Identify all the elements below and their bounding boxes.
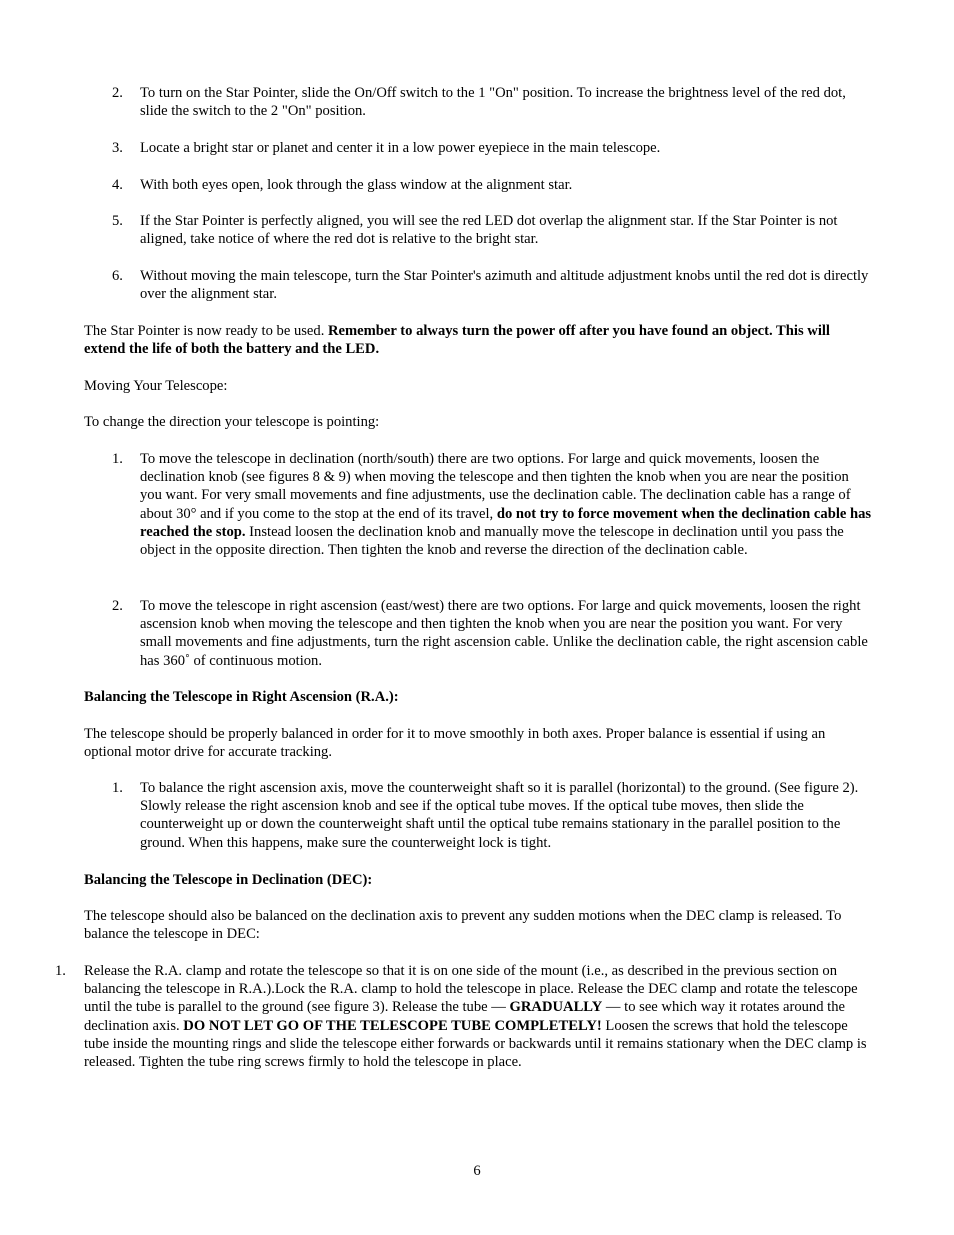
list-item-declination [112,450,874,559]
list-item-dec-balance [55,962,874,1071]
list-item-check-alignment [112,212,874,248]
list-number: 2. [112,598,123,614]
list-item-star-pointer-switch [112,84,874,120]
dec-step-text-2: — to see which way it rotates around the declination axis. [84,999,846,1034]
list-number: 1. [112,780,123,796]
dec-step-text-3: Loosen the screws that hold the telescope tube inside the mounting rings and slide the telescope either forwards or backwards until it remains stationary when the DEC clamp is released. Tighten the tube ring screws firmly to hold the telescope in place. [84,1017,867,1071]
list-number: 1. [112,451,123,467]
list-text: Without moving the main telescope, turn the Star Pointer's azimuth and altitude adjustment knobs until the red dot is directly over the alignment star. [140,268,869,303]
ready-text: The Star Pointer is now ready to be used. [84,323,328,339]
declination-text: To move the telescope in declination (north/south) there are two options. For large and quick movements, loosen the declination knob (see figures 8 & 9) when moving the telescope and then tighten the knob when you are near the position you want. For very small movements and fine adjustments, use the declination cable. The declination cable has a range of about 30° and if you come to the stop at the end of its travel, [140,451,851,522]
list-number: 2. [112,85,123,101]
ra-intro: The telescope should be properly balanced in order for it to move smoothly in both axes. Proper balance is essential if using an optional motor drive for accurate tracking. [84,726,826,761]
list-text [140,450,874,559]
list-number: 1. [55,963,66,979]
list-item-locate-star [112,139,874,157]
moving-intro: To change the direction your telescope is pointing: [84,414,380,430]
list-text: To move the telescope in right ascension (east/west) there are two options. For large and quick movements, loosen the right ascension knob when moving the telescope and then tighten the knob when you are near the position you want. For very small movements and fine adjustments, turn the right ascension cable. Unlike the declination cable, the right ascension cable has 360˚ of continuous motion. [140,598,868,669]
list-item-ra-balance [112,779,874,852]
ra-heading-text: Balancing the Telescope in Right Ascension (R.A.): [84,689,399,705]
list-item-right-ascension [112,597,874,670]
dec-heading [84,871,874,889]
list-text: To balance the right ascension axis, move the counterweight shaft so it is parallel (horizontal) to the ground. (See figure 2). Slowly release the right ascension knob and see if the optical tube moves. If the optical tube moves, then slide the counterweight up or down the counterweight shaft until the optical tube remains stationary in the parallel position to the ground. When this happens, make sure the counterweight lock is tight. [140,780,859,851]
ra-heading [84,688,874,706]
dec-step-text: Release the R.A. clamp and rotate the telescope so that it is on one side of the mount (i.e., as described in the previous section on balancing the telescope in R.A.).Lock the R.A. clamp to hold the telescope in place. Release the DEC clamp and rotate the telescope until the tube is parallel to the ground (see figure 3). Release the tube — [84,963,858,1016]
dec-heading-text: Balancing the Telescope in Declination (DEC): [84,872,373,888]
list-number: 6. [112,268,123,284]
list-text: To turn on the Star Pointer, slide the On/Off switch to the 1 "On" position. To increase the brightness level of the red dot, slide the switch to the 2 "On" position. [140,85,846,120]
list-item-adjust-knobs [112,267,874,303]
declination-text-2: Instead loosen the declination knob and manually move the telescope in declination until you pass the object in the opposite direction. Then tighten the knob and reverse the direction of the declination cable. [140,523,844,559]
list-text: Locate a bright star or planet and center it in a low power eyepiece in the main telescope. [140,140,661,156]
list-number: 3. [112,140,123,156]
list-text: With both eyes open, look through the glass window at the alignment star. [140,177,573,193]
list-text [84,962,874,1071]
dec-step-warning: DO NOT LET GO OF THE TELESCOPE TUBE COMPLETELY! [183,1017,602,1034]
ready-paragraph [84,322,874,358]
list-number: 5. [112,213,123,229]
moving-heading: Moving Your Telescope: [84,378,228,394]
list-text: If the Star Pointer is perfectly aligned, you will see the red LED dot overlap the alignment star. If the Star Pointer is not aligned, take notice of where the red dot is relative to the bright star. [140,213,838,248]
declination-warning: do not try to force movement when the declination cable has reached the stop. [140,505,872,540]
list-number: 4. [112,177,123,193]
dec-step-emphasis: GRADUALLY [509,999,603,1016]
page-number: 6 [473,1163,481,1179]
list-item-look-through-window [112,176,874,194]
ready-warning: Remember to always turn the power off after you have found an object. This will extend the life of both the battery and the LED. [84,323,830,358]
dec-intro: The telescope should also be balanced on the declination axis to prevent any sudden motions when the DEC clamp is released. To balance the telescope in DEC: [84,908,842,943]
